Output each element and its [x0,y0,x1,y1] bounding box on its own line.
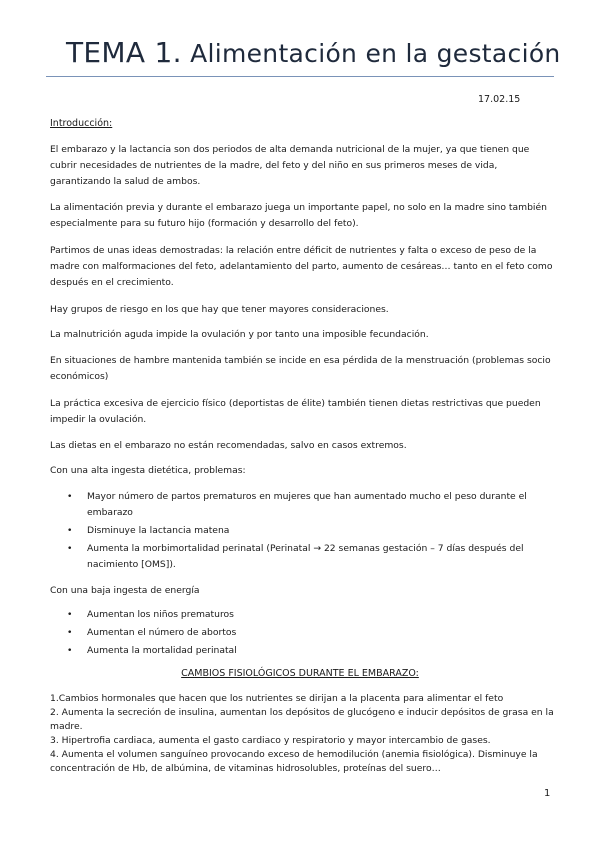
list-item [50,607,555,623]
paragraph-4: Hay grupos de riesgo en los que hay que tener mayores consideraciones. [50,304,389,315]
list-item [50,523,555,539]
paragraph-8: Las dietas en el embarazo no están recomendadas, salvo en casos extremos. [50,440,407,451]
high-intake-list [50,489,555,573]
bullet-icon: • [67,491,73,502]
page-number: 1 [544,788,551,799]
title-underline [46,76,554,77]
paragraph-2: La alimentación previa y durante el embarazo juega un importante papel, no solo en la madre sino también especialmente para su futuro hijo (formación y desarrollo del feto). [50,202,547,229]
list-item [50,625,555,641]
title-topic: TEMA 1. [66,36,182,69]
title-subject: Alimentación en la gestación [190,39,561,68]
page-title [66,36,561,69]
section-heading-changes: CAMBIOS FISIOLÓGICOS DURANTE EL EMBARAZO: [181,668,419,679]
paragraph-1: El embarazo y la lactancia son dos periodos de alta demanda nutricional de la mujer, ya que tienen que cubrir necesidades de nutrientes de la madre, del feto y del niño en sus primeros meses de vida, garantizando la salud de ambos. [50,144,530,187]
date-label: 17.02.15 [478,94,521,105]
paragraph-7: La práctica excesiva de ejercicio físico (deportistas de élite) también tienen dietas restrictivas que pueden impedir la ovulación. [50,398,541,425]
paragraph-high-intake: Con una alta ingesta dietética, problemas: [50,465,246,476]
list-item [50,489,555,521]
bullet-icon: • [67,525,73,536]
bullet-icon: • [67,645,73,656]
list-item-text: Mayor número de partos prematuros en mujeres que han aumentado mucho el peso durante el embarazo [87,491,527,518]
section-heading-intro: Introducción: [50,118,113,129]
paragraph-low-intake: Con una baja ingesta de energía [50,585,200,596]
low-intake-list [50,607,555,659]
list-item-text: Aumenta la morbimortalidad perinatal (Perinatal → 22 semanas gestación – 7 días después del nacimiento [OMS]). [87,543,524,570]
list-item-text: Aumentan los niños prematuros [87,609,234,620]
paragraph-5: La malnutrición aguda impide la ovulación y por tanto una imposible fecundación. [50,329,429,340]
list-item-text: Aumentan el número de abortos [87,627,237,638]
changes-list [50,692,555,776]
bullet-icon: • [67,543,73,554]
list-item [50,643,555,659]
numbered-item: 3. Hipertrofia cardiaca, aumenta el gasto cardiaco y respiratorio y mayor intercambio de gases. [50,735,491,746]
numbered-item: 1.Cambios hormonales que hacen que los nutrientes se dirijan a la placenta para alimentar el feto [50,693,504,704]
list-item-text: Disminuye la lactancia matena [87,525,230,536]
bullet-icon: • [67,609,73,620]
numbered-item: 2. Aumenta la secreción de insulina, aumentan los depósitos de glucógeno e inducir depósitos de grasa en la madre. [50,707,554,732]
paragraph-3: Partimos de unas ideas demostradas: la relación entre déficit de nutrientes y falta o exceso de peso de la madre con malformaciones del feto, adelantamiento del parto, aumento de cesáreas… tanto en el feto como después en el crecimiento. [50,245,553,288]
bullet-icon: • [67,627,73,638]
list-item-text: Aumenta la mortalidad perinatal [87,645,237,656]
numbered-item: 4. Aumenta el volumen sanguíneo provocando exceso de hemodilución (anemia fisiológica). Disminuye la concentración de Hb, de albúmina, de vitaminas hidrosolubles, proteínas del suero… [50,749,538,774]
list-item [50,541,555,573]
paragraph-6: En situaciones de hambre mantenida también se incide en esa pérdida de la menstruación (problemas socio económicos) [50,355,551,382]
